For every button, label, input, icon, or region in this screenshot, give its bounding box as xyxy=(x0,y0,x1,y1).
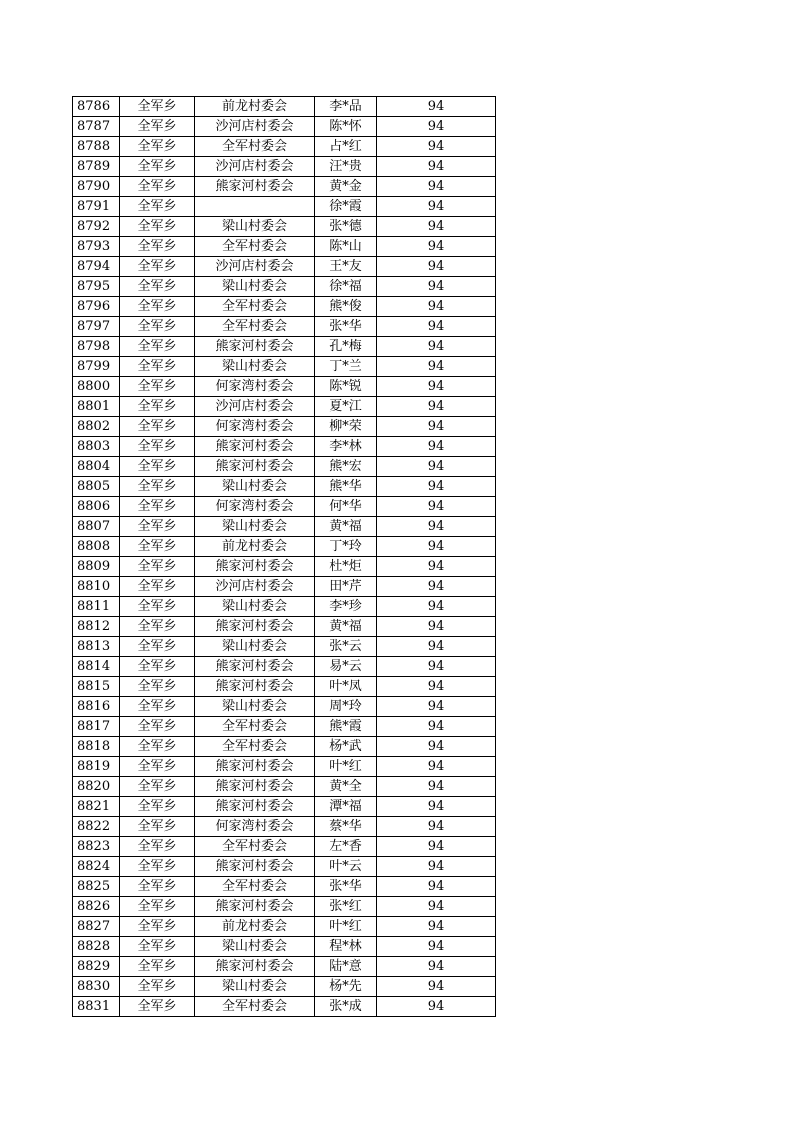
town-cell: 全军乡 xyxy=(120,117,195,137)
row-number-cell: 8820 xyxy=(73,777,120,797)
table-row xyxy=(73,377,496,397)
town-cell: 全军乡 xyxy=(120,737,195,757)
village-committee-cell: 梁山村委会 xyxy=(195,217,315,237)
village-committee-cell: 全军村委会 xyxy=(195,837,315,857)
score-cell: 94 xyxy=(377,757,496,777)
row-number-cell: 8793 xyxy=(73,237,120,257)
table-row xyxy=(73,277,496,297)
score-cell: 94 xyxy=(377,857,496,877)
row-number-cell: 8808 xyxy=(73,537,120,557)
person-name-cell: 占*红 xyxy=(315,137,377,157)
table-row xyxy=(73,697,496,717)
score-cell: 94 xyxy=(377,797,496,817)
score-cell: 94 xyxy=(377,737,496,757)
village-committee-cell: 熊家河村委会 xyxy=(195,657,315,677)
person-name-cell: 陈*山 xyxy=(315,237,377,257)
row-number-cell: 8821 xyxy=(73,797,120,817)
table-row xyxy=(73,477,496,497)
score-cell: 94 xyxy=(377,137,496,157)
village-committee-cell: 熊家河村委会 xyxy=(195,797,315,817)
table-row xyxy=(73,157,496,177)
table-row xyxy=(73,717,496,737)
row-number-cell: 8806 xyxy=(73,497,120,517)
village-committee-cell: 梁山村委会 xyxy=(195,697,315,717)
row-number-cell: 8786 xyxy=(73,97,120,117)
person-name-cell: 陈*怀 xyxy=(315,117,377,137)
village-committee-cell: 梁山村委会 xyxy=(195,637,315,657)
village-committee-cell: 熊家河村委会 xyxy=(195,677,315,697)
town-cell: 全军乡 xyxy=(120,177,195,197)
town-cell: 全军乡 xyxy=(120,417,195,437)
table-row xyxy=(73,197,496,217)
person-name-cell: 王*友 xyxy=(315,257,377,277)
person-name-cell: 叶*云 xyxy=(315,857,377,877)
score-cell: 94 xyxy=(377,477,496,497)
score-cell: 94 xyxy=(377,817,496,837)
town-cell: 全军乡 xyxy=(120,217,195,237)
table-row xyxy=(73,857,496,877)
village-committee-cell: 全军村委会 xyxy=(195,877,315,897)
table-row xyxy=(73,397,496,417)
row-number-cell: 8831 xyxy=(73,997,120,1017)
person-name-cell: 杨*先 xyxy=(315,977,377,997)
village-committee-cell: 熊家河村委会 xyxy=(195,777,315,797)
score-cell: 94 xyxy=(377,257,496,277)
person-name-cell: 熊*宏 xyxy=(315,457,377,477)
village-committee-cell: 梁山村委会 xyxy=(195,357,315,377)
person-name-cell: 何*华 xyxy=(315,497,377,517)
row-number-cell: 8801 xyxy=(73,397,120,417)
table-row xyxy=(73,417,496,437)
score-cell: 94 xyxy=(377,577,496,597)
village-committee-cell: 何家湾村委会 xyxy=(195,417,315,437)
score-cell: 94 xyxy=(377,557,496,577)
score-cell: 94 xyxy=(377,937,496,957)
table-row xyxy=(73,97,496,117)
town-cell: 全军乡 xyxy=(120,577,195,597)
person-name-cell: 黄*福 xyxy=(315,517,377,537)
person-name-cell: 蔡*华 xyxy=(315,817,377,837)
table-row xyxy=(73,977,496,997)
person-name-cell: 周*玲 xyxy=(315,697,377,717)
table-row xyxy=(73,777,496,797)
table-row xyxy=(73,217,496,237)
table-row xyxy=(73,617,496,637)
table-row xyxy=(73,297,496,317)
score-cell: 94 xyxy=(377,217,496,237)
score-cell: 94 xyxy=(377,517,496,537)
table-row xyxy=(73,997,496,1017)
village-committee-cell: 全军村委会 xyxy=(195,737,315,757)
town-cell: 全军乡 xyxy=(120,637,195,657)
town-cell: 全军乡 xyxy=(120,817,195,837)
table-row xyxy=(73,657,496,677)
village-committee-cell: 熊家河村委会 xyxy=(195,957,315,977)
row-number-cell: 8817 xyxy=(73,717,120,737)
row-number-cell: 8816 xyxy=(73,697,120,717)
table-row xyxy=(73,877,496,897)
score-cell: 94 xyxy=(377,317,496,337)
row-number-cell: 8830 xyxy=(73,977,120,997)
person-name-cell: 杨*武 xyxy=(315,737,377,757)
town-cell: 全军乡 xyxy=(120,837,195,857)
town-cell: 全军乡 xyxy=(120,597,195,617)
score-cell: 94 xyxy=(377,637,496,657)
row-number-cell: 8800 xyxy=(73,377,120,397)
row-number-cell: 8798 xyxy=(73,337,120,357)
row-number-cell: 8790 xyxy=(73,177,120,197)
town-cell: 全军乡 xyxy=(120,517,195,537)
score-cell: 94 xyxy=(377,457,496,477)
score-cell: 94 xyxy=(377,957,496,977)
row-number-cell: 8789 xyxy=(73,157,120,177)
table-row xyxy=(73,937,496,957)
score-cell: 94 xyxy=(377,497,496,517)
town-cell: 全军乡 xyxy=(120,237,195,257)
table-row xyxy=(73,437,496,457)
table-row xyxy=(73,237,496,257)
town-cell: 全军乡 xyxy=(120,437,195,457)
village-committee-cell: 前龙村委会 xyxy=(195,537,315,557)
village-committee-cell: 沙河店村委会 xyxy=(195,157,315,177)
row-number-cell: 8797 xyxy=(73,317,120,337)
town-cell: 全军乡 xyxy=(120,477,195,497)
table-row xyxy=(73,337,496,357)
row-number-cell: 8809 xyxy=(73,557,120,577)
village-committee-cell: 梁山村委会 xyxy=(195,597,315,617)
table-row xyxy=(73,537,496,557)
score-cell: 94 xyxy=(377,897,496,917)
person-name-cell: 杜*炬 xyxy=(315,557,377,577)
person-name-cell: 张*成 xyxy=(315,997,377,1017)
row-number-cell: 8828 xyxy=(73,937,120,957)
person-name-cell: 张*华 xyxy=(315,877,377,897)
village-committee-cell: 熊家河村委会 xyxy=(195,757,315,777)
score-cell: 94 xyxy=(377,297,496,317)
row-number-cell: 8826 xyxy=(73,897,120,917)
person-name-cell: 孔*梅 xyxy=(315,337,377,357)
town-cell: 全军乡 xyxy=(120,717,195,737)
table-row xyxy=(73,137,496,157)
town-cell: 全军乡 xyxy=(120,297,195,317)
town-cell: 全军乡 xyxy=(120,557,195,577)
table-row xyxy=(73,257,496,277)
table-row xyxy=(73,917,496,937)
score-cell: 94 xyxy=(377,537,496,557)
table-row xyxy=(73,637,496,657)
town-cell: 全军乡 xyxy=(120,357,195,377)
village-committee-cell: 熊家河村委会 xyxy=(195,557,315,577)
person-name-cell: 易*云 xyxy=(315,657,377,677)
village-committee-cell: 熊家河村委会 xyxy=(195,857,315,877)
person-name-cell: 叶*凤 xyxy=(315,677,377,697)
score-cell: 94 xyxy=(377,337,496,357)
person-name-cell: 田*芹 xyxy=(315,577,377,597)
score-cell: 94 xyxy=(377,977,496,997)
row-number-cell: 8805 xyxy=(73,477,120,497)
score-cell: 94 xyxy=(377,597,496,617)
village-committee-cell: 全军村委会 xyxy=(195,137,315,157)
score-cell: 94 xyxy=(377,697,496,717)
table-row xyxy=(73,797,496,817)
town-cell: 全军乡 xyxy=(120,997,195,1017)
town-cell: 全军乡 xyxy=(120,917,195,937)
person-name-cell: 李*品 xyxy=(315,97,377,117)
town-cell: 全军乡 xyxy=(120,257,195,277)
score-cell: 94 xyxy=(377,617,496,637)
town-cell: 全军乡 xyxy=(120,617,195,637)
town-cell: 全军乡 xyxy=(120,197,195,217)
town-cell: 全军乡 xyxy=(120,877,195,897)
row-number-cell: 8807 xyxy=(73,517,120,537)
score-cell: 94 xyxy=(377,417,496,437)
table-row xyxy=(73,597,496,617)
score-cell: 94 xyxy=(377,157,496,177)
person-name-cell: 叶*红 xyxy=(315,757,377,777)
village-committee-cell: 熊家河村委会 xyxy=(195,897,315,917)
score-cell: 94 xyxy=(377,97,496,117)
row-number-cell: 8799 xyxy=(73,357,120,377)
village-committee-cell: 全军村委会 xyxy=(195,997,315,1017)
row-number-cell: 8804 xyxy=(73,457,120,477)
row-number-cell: 8813 xyxy=(73,637,120,657)
village-committee-cell: 沙河店村委会 xyxy=(195,397,315,417)
row-number-cell: 8825 xyxy=(73,877,120,897)
village-committee-cell: 沙河店村委会 xyxy=(195,257,315,277)
table-row xyxy=(73,517,496,537)
village-committee-cell: 梁山村委会 xyxy=(195,517,315,537)
row-number-cell: 8827 xyxy=(73,917,120,937)
town-cell: 全军乡 xyxy=(120,797,195,817)
person-name-cell: 李*林 xyxy=(315,437,377,457)
row-number-cell: 8787 xyxy=(73,117,120,137)
person-name-cell: 丁*兰 xyxy=(315,357,377,377)
village-committee-cell: 熊家河村委会 xyxy=(195,177,315,197)
table-row xyxy=(73,357,496,377)
row-number-cell: 8794 xyxy=(73,257,120,277)
village-committee-cell: 熊家河村委会 xyxy=(195,617,315,637)
village-committee-cell: 梁山村委会 xyxy=(195,937,315,957)
row-number-cell: 8812 xyxy=(73,617,120,637)
score-cell: 94 xyxy=(377,437,496,457)
table-row xyxy=(73,817,496,837)
row-number-cell: 8796 xyxy=(73,297,120,317)
row-number-cell: 8791 xyxy=(73,197,120,217)
person-name-cell: 夏*江 xyxy=(315,397,377,417)
person-name-cell: 黄*福 xyxy=(315,617,377,637)
town-cell: 全军乡 xyxy=(120,317,195,337)
row-number-cell: 8814 xyxy=(73,657,120,677)
score-cell: 94 xyxy=(377,357,496,377)
town-cell: 全军乡 xyxy=(120,977,195,997)
village-committee-cell: 熊家河村委会 xyxy=(195,457,315,477)
row-number-cell: 8788 xyxy=(73,137,120,157)
person-name-cell: 柳*荣 xyxy=(315,417,377,437)
town-cell: 全军乡 xyxy=(120,957,195,977)
person-name-cell: 张*红 xyxy=(315,897,377,917)
town-cell: 全军乡 xyxy=(120,757,195,777)
row-number-cell: 8792 xyxy=(73,217,120,237)
table-row xyxy=(73,557,496,577)
person-name-cell: 丁*玲 xyxy=(315,537,377,557)
town-cell: 全军乡 xyxy=(120,457,195,477)
table-row xyxy=(73,837,496,857)
village-committee-cell xyxy=(195,197,315,217)
town-cell: 全军乡 xyxy=(120,277,195,297)
row-number-cell: 8795 xyxy=(73,277,120,297)
row-number-cell: 8803 xyxy=(73,437,120,457)
row-number-cell: 8802 xyxy=(73,417,120,437)
town-cell: 全军乡 xyxy=(120,937,195,957)
table-row xyxy=(73,317,496,337)
town-cell: 全军乡 xyxy=(120,677,195,697)
town-cell: 全军乡 xyxy=(120,157,195,177)
score-cell: 94 xyxy=(377,397,496,417)
village-committee-cell: 熊家河村委会 xyxy=(195,437,315,457)
person-name-cell: 陆*意 xyxy=(315,957,377,977)
town-cell: 全军乡 xyxy=(120,397,195,417)
person-name-cell: 徐*福 xyxy=(315,277,377,297)
person-name-cell: 陈*锐 xyxy=(315,377,377,397)
village-committee-cell: 梁山村委会 xyxy=(195,977,315,997)
table-row xyxy=(73,897,496,917)
score-cell: 94 xyxy=(377,177,496,197)
row-number-cell: 8823 xyxy=(73,837,120,857)
person-name-cell: 潭*福 xyxy=(315,797,377,817)
table-row xyxy=(73,117,496,137)
person-name-cell: 黄*全 xyxy=(315,777,377,797)
score-cell: 94 xyxy=(377,997,496,1017)
table-row xyxy=(73,757,496,777)
person-name-cell: 张*德 xyxy=(315,217,377,237)
person-name-cell: 张*云 xyxy=(315,637,377,657)
table-body xyxy=(73,97,496,1017)
row-number-cell: 8829 xyxy=(73,957,120,977)
table-row xyxy=(73,457,496,477)
village-committee-cell: 何家湾村委会 xyxy=(195,817,315,837)
row-number-cell: 8818 xyxy=(73,737,120,757)
village-committee-cell: 何家湾村委会 xyxy=(195,377,315,397)
row-number-cell: 8824 xyxy=(73,857,120,877)
person-name-cell: 张*华 xyxy=(315,317,377,337)
score-cell: 94 xyxy=(377,677,496,697)
person-name-cell: 徐*霞 xyxy=(315,197,377,217)
score-cell: 94 xyxy=(377,837,496,857)
score-cell: 94 xyxy=(377,117,496,137)
person-name-cell: 叶*红 xyxy=(315,917,377,937)
town-cell: 全军乡 xyxy=(120,777,195,797)
person-name-cell: 程*林 xyxy=(315,937,377,957)
row-number-cell: 8819 xyxy=(73,757,120,777)
row-number-cell: 8822 xyxy=(73,817,120,837)
table-row xyxy=(73,577,496,597)
data-table xyxy=(72,96,496,1017)
town-cell: 全军乡 xyxy=(120,377,195,397)
village-committee-cell: 全军村委会 xyxy=(195,717,315,737)
village-committee-cell: 全军村委会 xyxy=(195,237,315,257)
town-cell: 全军乡 xyxy=(120,97,195,117)
score-cell: 94 xyxy=(377,657,496,677)
town-cell: 全军乡 xyxy=(120,137,195,157)
town-cell: 全军乡 xyxy=(120,857,195,877)
village-committee-cell: 熊家河村委会 xyxy=(195,337,315,357)
person-name-cell: 汪*贵 xyxy=(315,157,377,177)
person-name-cell: 熊*俊 xyxy=(315,297,377,317)
score-cell: 94 xyxy=(377,237,496,257)
table-row xyxy=(73,957,496,977)
town-cell: 全军乡 xyxy=(120,337,195,357)
village-committee-cell: 前龙村委会 xyxy=(195,97,315,117)
town-cell: 全军乡 xyxy=(120,657,195,677)
person-name-cell: 黄*金 xyxy=(315,177,377,197)
table-row xyxy=(73,177,496,197)
village-committee-cell: 梁山村委会 xyxy=(195,277,315,297)
village-committee-cell: 全军村委会 xyxy=(195,317,315,337)
row-number-cell: 8811 xyxy=(73,597,120,617)
table-row xyxy=(73,497,496,517)
village-committee-cell: 何家湾村委会 xyxy=(195,497,315,517)
table-row xyxy=(73,737,496,757)
score-cell: 94 xyxy=(377,777,496,797)
town-cell: 全军乡 xyxy=(120,697,195,717)
town-cell: 全军乡 xyxy=(120,497,195,517)
village-committee-cell: 梁山村委会 xyxy=(195,477,315,497)
person-name-cell: 熊*华 xyxy=(315,477,377,497)
score-cell: 94 xyxy=(377,917,496,937)
row-number-cell: 8810 xyxy=(73,577,120,597)
person-name-cell: 熊*霞 xyxy=(315,717,377,737)
village-committee-cell: 沙河店村委会 xyxy=(195,117,315,137)
town-cell: 全军乡 xyxy=(120,897,195,917)
score-cell: 94 xyxy=(377,197,496,217)
town-cell: 全军乡 xyxy=(120,537,195,557)
table-row xyxy=(73,677,496,697)
person-name-cell: 左*香 xyxy=(315,837,377,857)
village-committee-cell: 全军村委会 xyxy=(195,297,315,317)
person-name-cell: 李*珍 xyxy=(315,597,377,617)
score-cell: 94 xyxy=(377,877,496,897)
village-committee-cell: 前龙村委会 xyxy=(195,917,315,937)
score-cell: 94 xyxy=(377,377,496,397)
row-number-cell: 8815 xyxy=(73,677,120,697)
score-cell: 94 xyxy=(377,717,496,737)
village-committee-cell: 沙河店村委会 xyxy=(195,577,315,597)
score-cell: 94 xyxy=(377,277,496,297)
